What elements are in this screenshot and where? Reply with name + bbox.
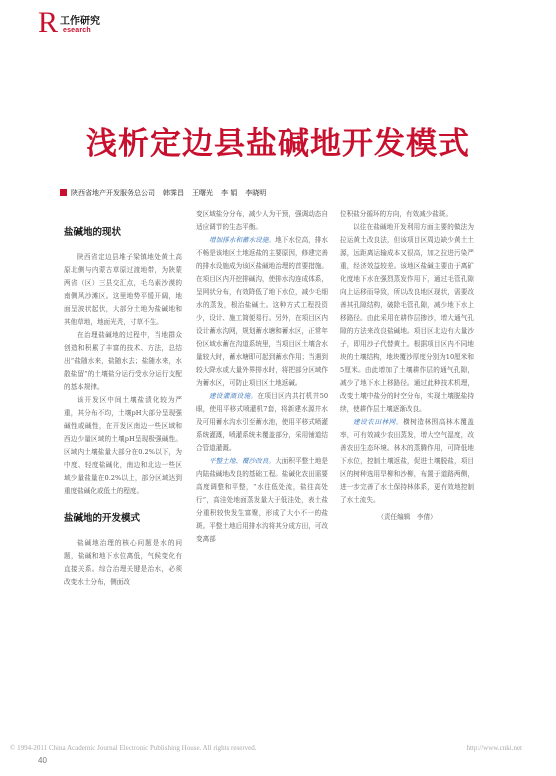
paragraph-text: 在项目区内共打机井50眼，使用平移式喷灌机7套，将新建水源井水及可用蓄水沟水引至蓄水池，使用平移式喷灌系统灌溉，喷灌系统未覆盖部分，采用铺道结合管道灌溉。 (196, 392, 329, 452)
paragraph: 位积盐分循环的方向，有效减少盐斑。 (340, 210, 453, 218)
footer-copyright: © 1994-2011 China Academic Journal Electronic Publishing House. All rights reserved. (10, 744, 257, 752)
paragraph: 盐碱地治理的核心问题是水的问题，盐碱和地下水位离低，气候变化有直接关系。综合治理关键是治水，必须改变水土分布，侧面改 (64, 539, 182, 586)
byline-author: 韩霁昌 (163, 189, 184, 197)
section-logo-letter: R (38, 6, 59, 39)
subheading-irrigation: 建设灌溉设施。 (209, 392, 258, 400)
byline-author: 李晓明 (245, 189, 267, 197)
byline (60, 188, 266, 198)
subheading-leveling: 平整土地、覆沙改良。 (209, 457, 276, 465)
paragraph: 该开发区中间土壤盐渍化较为严重，其分布不均，土壤pH大部分呈现强碱性或碱性，在开发区南边一些区域和西边少量区域的土壤pH呈现极强碱性。区域内土壤盐量大部分在0.2%以下，为中度、轻度盐碱化，南边和北边一些区域少量盐量在0.2%以上，部分区域达到重度盐碱化或低土的程度。 (64, 396, 182, 495)
paragraph: 以往在盐碱地开发利用方面主要的做法为拉运黄土改良法，但该项目区周边缺少黄土土源，远距离运输成本又很高，加之拉进污染严重，经济效益较差。该地区盐碱主要由于离矿化度地下水在强烈蒸发作用下，通过毛管孔隙向上运移而导致，所以改良地区现状，需要改善其孔隙结构，破除毛管孔隙，减少地下水上移路径。由此采用在耕作层掺沙，增大通气孔隙的方法来改良盐碱地。项目区北边有大量沙子，即用沙子代替黄土。根据项目区内不同地块的土壤结构，地块覆沙厚度分别为10厘米和5厘米。由此增加了土壤耕作层的通气孔隙，减少了地下水上移路径。通过此种技术机理，改变土壤中盐分的时空分布，实现土壤脱盐持续，使耕作层土壤逐渐改良。 (340, 223, 474, 413)
paragraph-text: 大面积平整土地是内陆盐碱地改良的基础工程。盐碱化农田需要高度调整和平整，“水往低处流，盐往高处行”，高洼处地面蒸发量大于低洼处，表土盐分重积较快发生富聚，形成了大小不一的盐斑。平整土地后用排水沟将其分成方田，可改变离部 (196, 457, 329, 543)
byline-org: 陕西省地产开发服务总公司 (71, 189, 155, 197)
subheading-drainage: 增加排水和蓄水设施。 (209, 236, 276, 244)
article-title: 浅析定边县盐碱地开发模式 (86, 126, 470, 162)
subheading-forest-network: 建设农田林网。 (353, 418, 404, 426)
paragraph: 变区域盐分分布，减少人为干预，强调动态自适应调节的生态平衡。 (196, 210, 328, 231)
byline-author: 王曙光 (192, 189, 213, 197)
byline-author: 李 娟 (221, 189, 238, 197)
paragraph: 陕西省定边县堆子梁镇地处黄土高原北侧与内蒙古草原过渡地带，为陕蒙两省（区）三县交汇点，毛乌素沙漠的南侧风沙滩区。这里地势平缓开阔，地面呈波状起伏，大部分土地为盐碱地和其他草地，地面光秃，寸草不生。 (64, 253, 182, 326)
page-number: 40 (38, 756, 47, 765)
editor-signature: （责任编辑 李倩） (377, 513, 437, 521)
column-3 (340, 208, 474, 524)
section-heading-development: 盐碱地的开发模式 (64, 513, 141, 524)
paragraph: 在治理盐碱地的过程中，当地群众创造和积累了丰富的技术、方法，总结出“盐随水来，盐随水去；盐随水来，水散盐留”的土壤盐分运行受水分运行支配的基本规律。 (64, 331, 182, 391)
paragraph-text: 地下水位高，排水不畅是该地区土地返盐的主要原因，修建完善的排水设施成为该区盐碱地治理的首要措施。在项目区内开挖排碱沟，使排水沟连成体系，呈网状分布，有效降低了地下水位，减少毛细水的蒸发，根治盐碱土。这种方式工程投资少，设计、施工简便易行。另外，在项目区内设计蓄水沟网，规划蓄水塘和蓄水区，正常年份区域水蓄在沟道系统里，当项目区土壤含水量较大时，蓄水塘即可起到蓄水作用；当遇到较大降水或大量外界排水时，将把部分区域作为蓄水区，可防止项目区土地返碱。 (196, 236, 329, 387)
footer-url: http://www.cnki.net (466, 744, 522, 752)
paragraph-text: 横树造林围高林木覆盖率，可有效减少农田蒸发，增大空气湿度，改善农田生态环境。林木的蒸腾作用，可降低地下水位，控制土壤返盐，促进土壤脱盐，项目区的树种选用旱柳和沙柳，布置于道路两侧，进一步完善了水土保持林体系，更有效地控制了水土流失。 (340, 418, 475, 504)
column-1 (64, 218, 182, 589)
column-2 (196, 208, 328, 546)
section-title: 工作研究 (60, 16, 100, 27)
byline-marker-icon (60, 189, 67, 196)
section-heading-status: 盐碱地的现状 (64, 227, 122, 238)
section-subtitle: esearch (63, 27, 91, 34)
